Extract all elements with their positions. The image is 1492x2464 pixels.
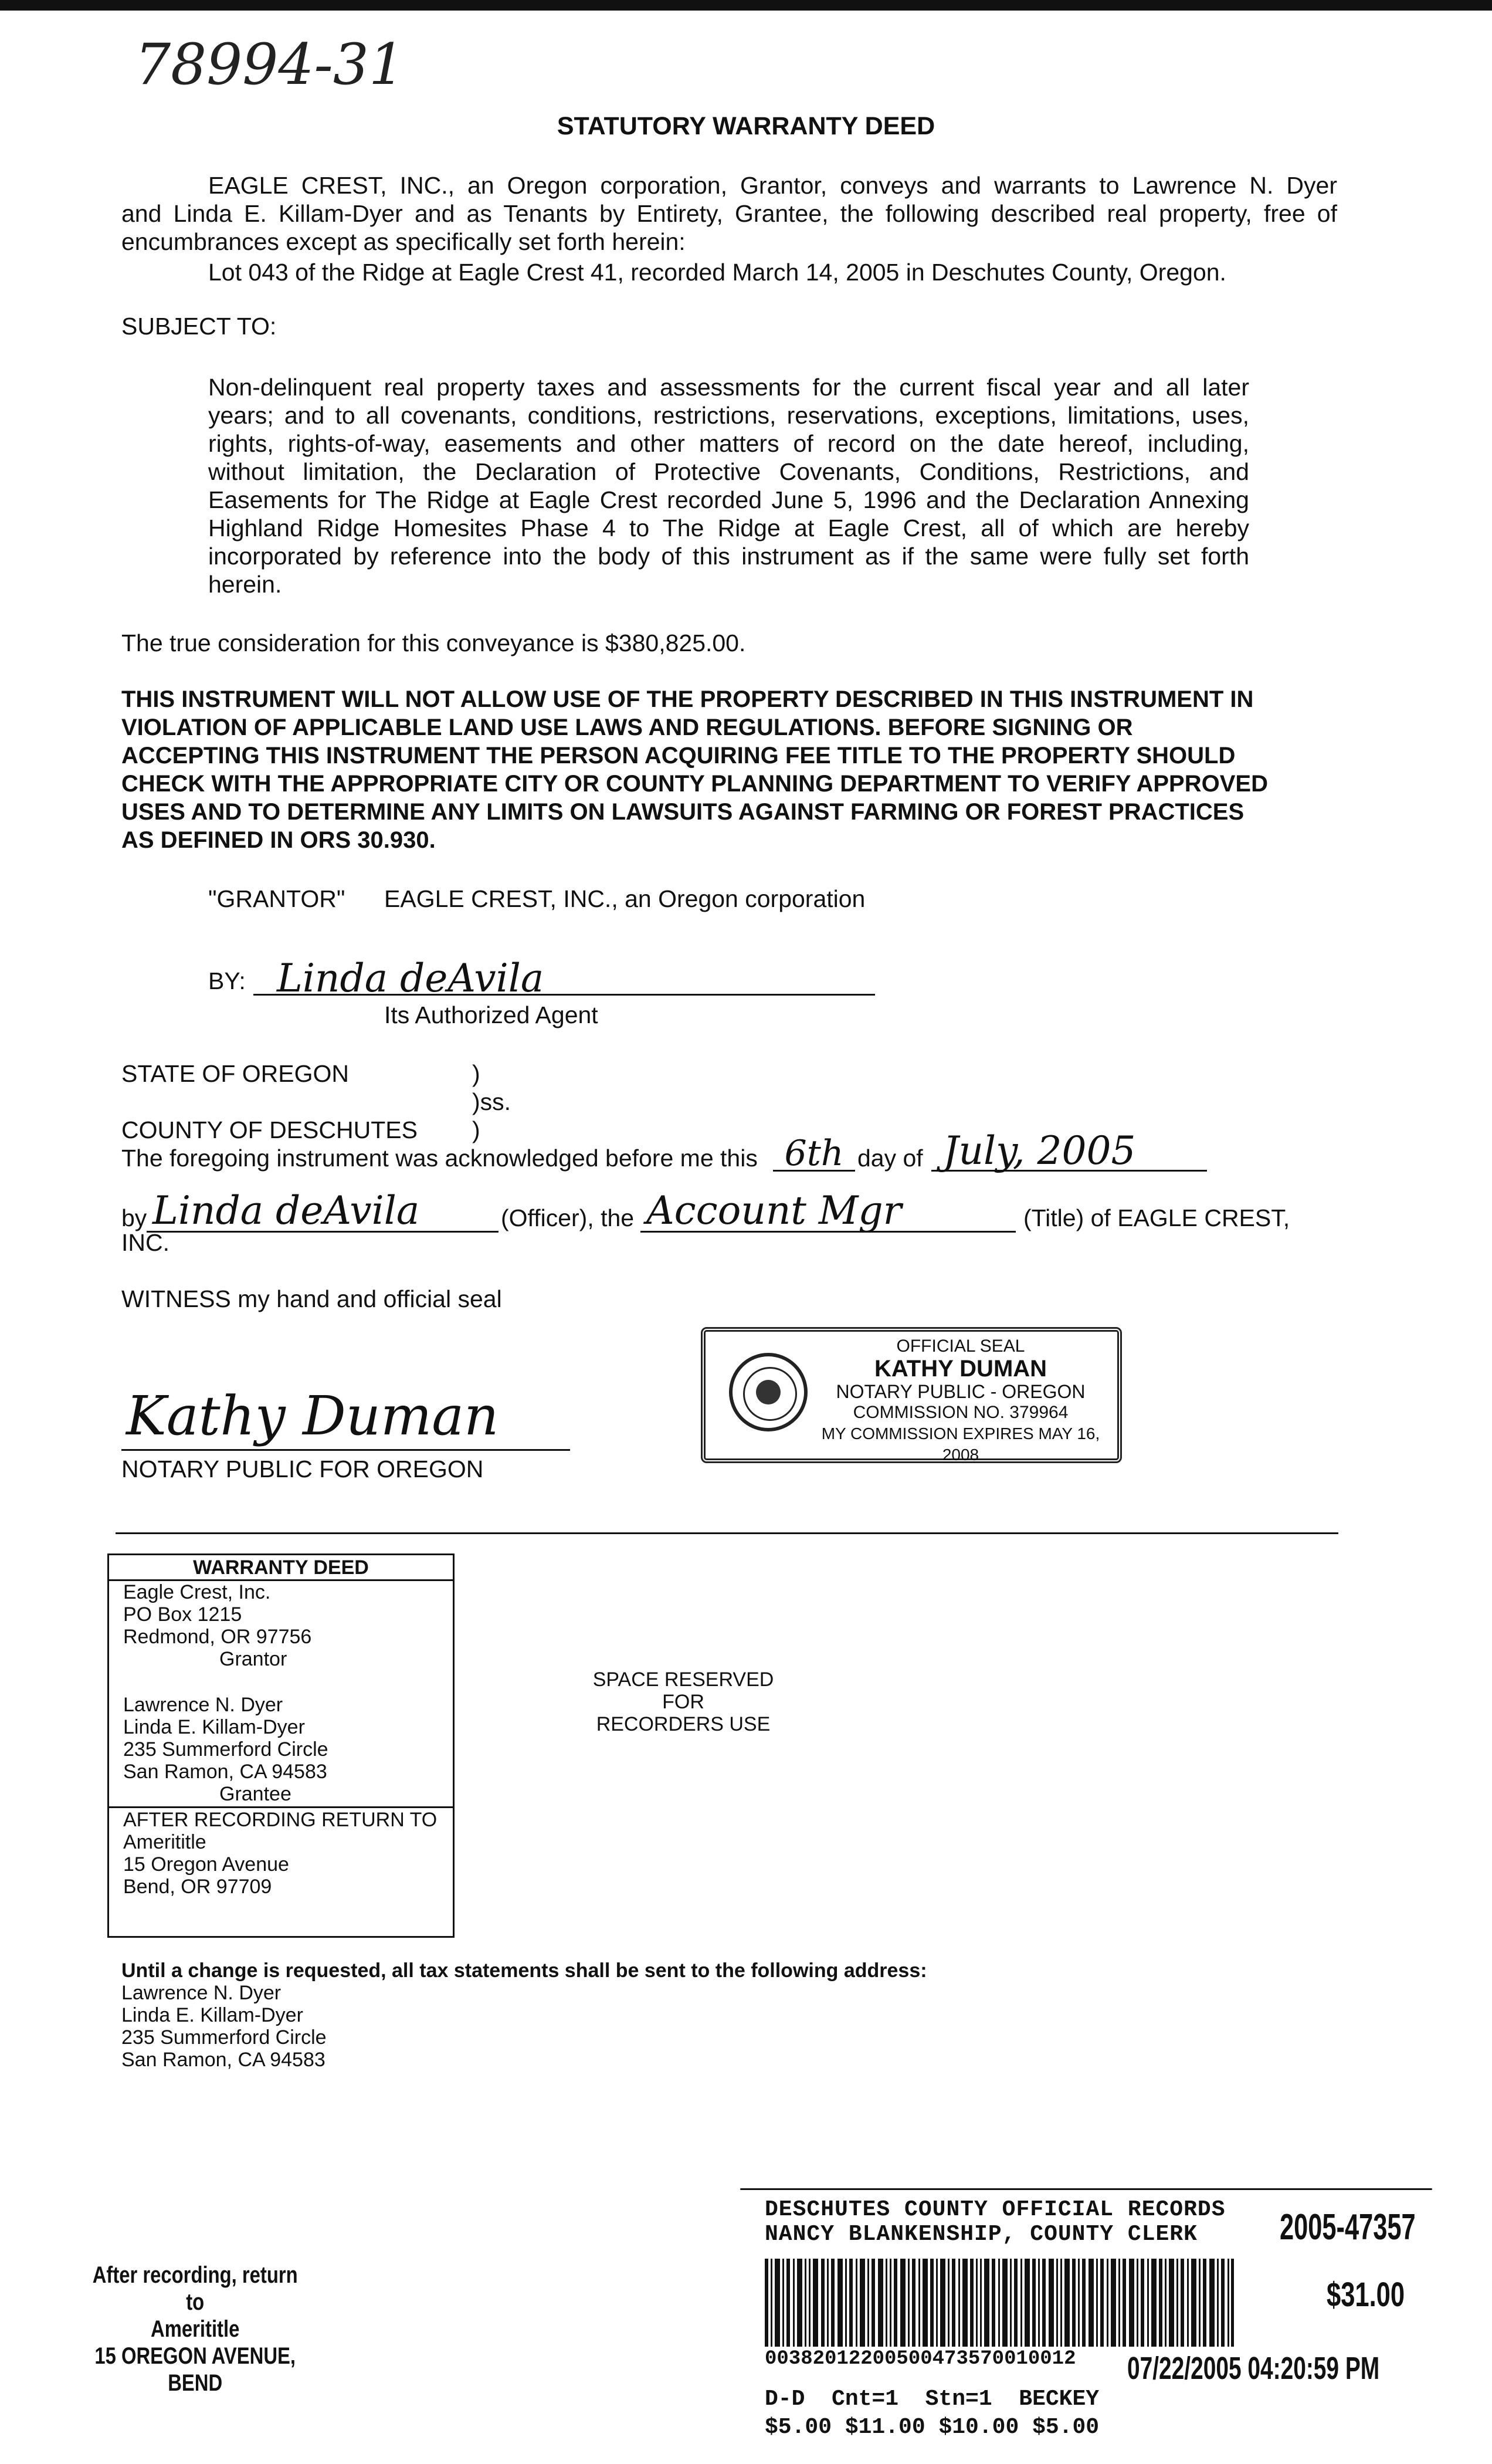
stamp-top-rule — [740, 2188, 1432, 2190]
grantor-address-line: Redmond, OR 97756 — [123, 1626, 312, 1648]
warning-line: THIS INSTRUMENT WILL NOT ALLOW USE OF THE PROPERTY DESCRIBED IN THIS INSTRUMENT IN — [121, 686, 1254, 712]
county-of-deschutes: COUNTY OF DESCHUTES — [121, 1116, 418, 1143]
recorders-use-line: SPACE RESERVED — [592, 1668, 774, 1691]
warning-line: AS DEFINED IN ORS 30.930. — [121, 827, 436, 853]
tax-statement-heading: Until a change is requested, all tax statements shall be sent to the following address: — [121, 1959, 927, 1982]
subject-line: incorporated by reference into the body of this instrument as if the same were fully set forth — [208, 543, 1249, 570]
recording-fees-breakdown: $5.00 $11.00 $10.00 $5.00 — [765, 2415, 1100, 2440]
witness-statement: WITNESS my hand and official seal — [121, 1285, 502, 1312]
grantor-address — [123, 1581, 311, 1648]
return-address-line: Amerititle — [123, 1831, 206, 1853]
grantee-address-line: San Ramon, CA 94583 — [123, 1761, 327, 1783]
tax-address-line: San Ramon, CA 94583 — [121, 2049, 325, 2071]
subject-to-heading: SUBJECT TO: — [121, 313, 277, 340]
seal-official-seal: OFFICIAL SEAL — [896, 1336, 1025, 1356]
officer-field — [147, 1188, 499, 1233]
after-recording-line: 15 OREGON AVENUE, BEND — [94, 2343, 296, 2396]
grantor-label: "GRANTOR" — [208, 885, 345, 912]
tax-address-line: Linda E. Killam-Dyer — [121, 2004, 303, 2026]
grantor-signature-line — [253, 956, 875, 1001]
recorders-use-space — [551, 1668, 815, 1735]
intro-line-1: EAGLE CREST, INC., an Oregon corporation, Grantor, conveys and warrants to Lawrence N. Dyer — [208, 172, 1337, 199]
warning-line: CHECK WITH THE APPROPRIATE CITY OR COUNTY PLANNING DEPARTMENT TO VERIFY APPROVED — [121, 771, 1268, 797]
grantee-address-line: 235 Summerford Circle — [123, 1738, 328, 1761]
month-year-field — [931, 1128, 1207, 1173]
intro-line-2: and Linda E. Killam-Dyer and as Tenants by Entirety, Grantee, the following described real property, free of — [121, 200, 1337, 227]
subject-to-paragraph — [208, 373, 1249, 598]
warning-line: VIOLATION OF APPLICABLE LAND USE LAWS AND REGULATIONS. BEFORE SIGNING OR — [121, 715, 1133, 740]
recorders-use-line: RECORDERS USE — [596, 1713, 771, 1735]
venue-paren-bottom: ) — [472, 1116, 480, 1143]
subject-line: herein. — [208, 571, 282, 598]
seal-notary-name: KATHY DUMAN — [874, 1356, 1047, 1382]
records-office-line: DESCHUTES COUNTY OFFICIAL RECORDS — [765, 2197, 1226, 2222]
notary-public-caption: NOTARY PUBLIC FOR OREGON — [121, 1456, 484, 1483]
barcode-digits: 00382012200500473570010012 — [765, 2348, 1076, 2370]
grantor-address-line: Eagle Crest, Inc. — [123, 1581, 271, 1603]
after-recording-stamp — [82, 2262, 308, 2397]
subject-line: Non-delinquent real property taxes and assessments for the current fiscal year and all later — [208, 374, 1249, 401]
grantee-address-line: Lawrence N. Dyer — [123, 1694, 283, 1716]
officer-handwritten: Linda deAvila — [152, 1188, 420, 1233]
document-title: STATUTORY WARRANTY DEED — [557, 112, 935, 140]
warranty-deed-address-box — [107, 1553, 455, 1938]
grantor-name: EAGLE CREST, INC., an Oregon corporation — [384, 885, 866, 912]
month-year-handwritten: July, 2005 — [943, 1128, 1136, 1173]
inc-wrap: INC. — [121, 1229, 169, 1256]
by-prefix: by — [121, 1204, 147, 1231]
venue-ss: )ss. — [472, 1088, 511, 1115]
recording-station-line: D-D Cnt=1 Stn=1 BECKEY — [765, 2387, 1100, 2412]
day-of-label: day of — [857, 1145, 923, 1172]
barcode-graphic — [765, 2259, 1234, 2347]
seal-commission-expires: MY COMMISSION EXPIRES MAY 16, 2008 — [821, 1424, 1100, 1464]
state-of-oregon: STATE OF OREGON — [121, 1060, 349, 1087]
recording-datetime: 07/22/2005 04:20:59 PM — [1127, 2351, 1380, 2386]
subject-line: without limitation, the Declaration of Protective Covenants, Conditions, Restrictions, and — [208, 458, 1249, 485]
acknowledgment-text: The foregoing instrument was acknowledged before me this — [121, 1145, 758, 1172]
return-rule — [109, 1806, 453, 1808]
officer-label: (Officer), the — [501, 1204, 635, 1231]
after-recording-line: After recording, return to — [92, 2262, 298, 2315]
subject-line: Highland Ridge Homesites Phase 4 to The Ridge at Eagle Crest, all of which are hereby — [208, 515, 1249, 541]
return-address — [123, 1831, 289, 1898]
handwritten-file-number: 78994-31 — [135, 32, 405, 97]
notary-signature-line — [121, 1383, 570, 1451]
recording-fee: $31.00 — [1327, 2276, 1405, 2314]
warning-line: ACCEPTING THIS INSTRUMENT THE PERSON ACQUIRING FEE TITLE TO THE PROPERTY SHOULD — [121, 743, 1236, 769]
county-recording-stamp — [740, 2182, 1438, 2458]
consideration-statement: The true consideration for this conveyance is $380,825.00. — [121, 629, 746, 656]
section-divider — [116, 1532, 1338, 1534]
seal-notary-public: NOTARY PUBLIC - OREGON — [836, 1381, 1086, 1402]
day-field — [773, 1133, 855, 1174]
day-handwritten: 6th — [784, 1133, 844, 1174]
grantee-role-label: Grantee — [219, 1783, 291, 1805]
authorized-agent-caption: Its Authorized Agent — [384, 1001, 598, 1028]
recording-barcode — [765, 2259, 1234, 2347]
state-seal-emblem — [729, 1353, 808, 1431]
by-label: BY: — [208, 967, 246, 994]
after-recording-line: Amerititle — [151, 2316, 240, 2342]
tax-address-line: 235 Summerford Circle — [121, 2026, 327, 2049]
subject-line: rights, rights-of-way, easements and other matters of record on the date hereof, including, — [208, 430, 1249, 457]
grantor-role-label: Grantor — [219, 1648, 287, 1670]
return-heading: AFTER RECORDING RETURN TO — [123, 1809, 438, 1831]
scan-top-edge — [0, 0, 1492, 11]
venue-paren-top: ) — [472, 1060, 480, 1087]
address-box-heading: WARRANTY DEED — [193, 1556, 369, 1579]
subject-line: years; and to all covenants, conditions, restrictions, reservations, exceptions, limitations, uses, — [208, 402, 1249, 429]
warning-line: USES AND TO DETERMINE ANY LIMITS ON LAWSUITS AGAINST FARMING OR FOREST PRACTICES — [121, 799, 1245, 825]
grantor-signature: Linda deAvila — [277, 956, 544, 1001]
return-address-line: Bend, OR 97709 — [123, 1876, 272, 1898]
notary-signature: Kathy Duman — [126, 1385, 499, 1447]
tax-address-line: Lawrence N. Dyer — [121, 1982, 282, 2004]
notary-seal — [701, 1327, 1122, 1463]
recorders-use-line: FOR — [662, 1691, 704, 1713]
legal-description: Lot 043 of the Ridge at Eagle Crest 41, recorded March 14, 2005 in Deschutes County, Oregon. — [208, 259, 1226, 286]
intro-line-3: encumbrances except as specifically set forth herein: — [121, 228, 686, 255]
return-address-line: 15 Oregon Avenue — [123, 1853, 289, 1876]
title-handwritten: Account Mgr — [646, 1188, 902, 1233]
seal-commission-number: COMMISSION NO. 379964 — [853, 1403, 1069, 1422]
subject-line: Easements for The Ridge at Eagle Crest recorded June 5, 1996 and the Declaration Annexing — [208, 486, 1249, 513]
document-number: 2005-47357 — [1280, 2207, 1416, 2248]
grantor-address-line: PO Box 1215 — [123, 1603, 242, 1626]
tax-statement-address — [121, 1982, 327, 2071]
land-use-warning — [121, 685, 1324, 854]
county-clerk-line: NANCY BLANKENSHIP, COUNTY CLERK — [765, 2222, 1198, 2247]
grantee-address — [123, 1694, 328, 1783]
title-suffix: (Title) of EAGLE CREST, — [1023, 1204, 1290, 1231]
grantee-address-line: Linda E. Killam-Dyer — [123, 1716, 305, 1738]
title-field — [640, 1188, 1016, 1233]
